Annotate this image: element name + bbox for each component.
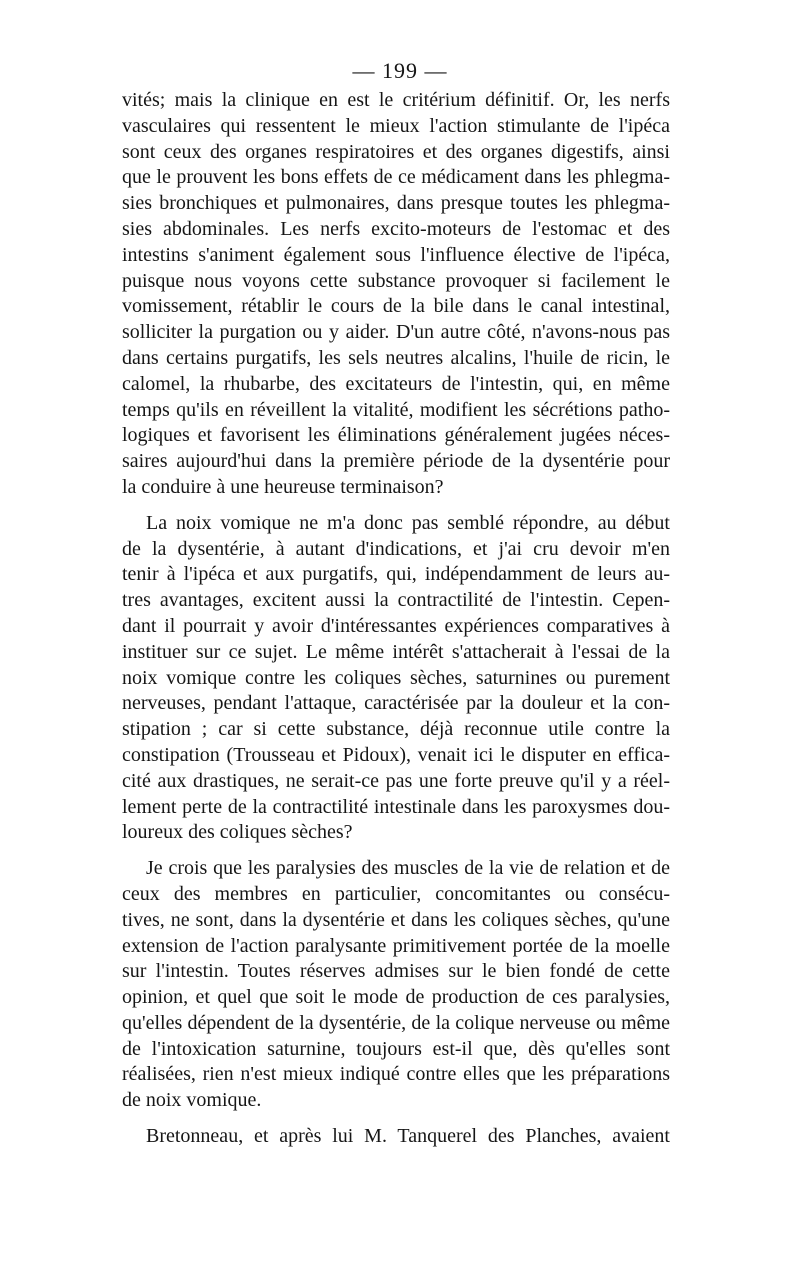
text-line: temps qu'ils en réveillent la vitalité, modifient les sécrétions patho- [122, 398, 670, 421]
text-line: la conduire à une heureuse terminaison? [122, 475, 444, 498]
text-line: vomissement, rétablir le cours de la bile dans le canal intestinal, [122, 295, 670, 318]
text-line: lement perte de la contractilité intestinale dans les paroxysmes dou- [122, 795, 670, 818]
text-line: sur l'intestin. Toutes réserves admises sur le bien fondé de cette [122, 960, 670, 983]
text-line: logiques et favorisent les éliminations généralement jugées néces- [122, 424, 670, 447]
text-line: Je crois que les paralysies des muscles de la vie de relation et de [146, 857, 670, 880]
paragraph-gap [122, 501, 670, 511]
text-line: opinion, et quel que soit le mode de production de ces paralysies, [122, 986, 670, 1009]
text-line: que le prouvent les bons effets de ce médicament dans les phlegma- [122, 166, 670, 189]
text-line: Bretonneau, et après lui M. Tanquerel des Planches, avaient [146, 1125, 670, 1148]
text-line: de l'intoxication saturnine, toujours est-il que, dès qu'elles sont [122, 1037, 670, 1060]
text-line: dant il pourrait y avoir d'intéressantes expériences comparatives à [122, 614, 670, 637]
text-line: sies bronchiques et pulmonaires, dans presque toutes les phlegma- [122, 192, 670, 215]
text-line: réalisées, rien n'est mieux indiqué contre elles que les préparations [122, 1063, 670, 1086]
text-line: loureux des coliques sèches? [122, 821, 353, 844]
text-line: instituer sur ce sujet. Le même intérêt s'attacherait à l'essai de la [122, 640, 670, 663]
text-line: solliciter la purgation ou y aider. D'un autre côté, n'avons-nous pas [122, 321, 670, 344]
text-line: de noix vomique. [122, 1089, 262, 1112]
text-line: stipation ; car si cette substance, déjà reconnue utile contre la [122, 718, 670, 741]
text-line: saires aujourd'hui dans la première période de la dysentérie pour [122, 450, 670, 473]
text-line: qu'elles dépendent de la dysentérie, de la colique nerveuse ou même [122, 1011, 670, 1034]
text-line: vasculaires qui ressentent le mieux l'action stimulante de l'ipéca [122, 114, 670, 137]
text-line: noix vomique contre les coliques sèches, saturnines ou purement [122, 666, 670, 689]
text-line: extension de l'action paralysante primitivement portée de la moelle [122, 934, 670, 957]
text-line: intestins s'animent également sous l'influence élective de l'ipéca, [122, 243, 670, 266]
text-line: tres avantages, excitent aussi la contractilité de l'intestin. Cepen- [122, 589, 670, 612]
text-line: vités; mais la clinique en est le critérium définitif. Or, les nerfs [122, 89, 670, 111]
text-line: sont ceux des organes respiratoires et des organes digestifs, ainsi [122, 140, 670, 163]
paragraph-gap [122, 1114, 670, 1124]
text-line: de la dysentérie, à autant d'indications, et j'ai cru devoir m'en [122, 537, 670, 560]
text-line: dans certains purgatifs, les sels neutres alcalins, l'huile de ricin, le [122, 346, 670, 369]
text-line: ceux des membres en particulier, concomitantes ou consécu- [122, 882, 670, 905]
text-line: nerveuses, pendant l'attaque, caractérisée par la douleur et la con- [122, 692, 670, 715]
paragraph-gap [122, 846, 670, 856]
paragraph-2 [122, 511, 670, 846]
text-line: puisque nous voyons cette substance provoquer si facilement le [122, 269, 670, 292]
paragraph-3 [122, 856, 670, 1114]
page-number: — 199 — [352, 58, 448, 83]
text-line: constipation (Trousseau et Pidoux), venait ici le disputer en effica- [122, 743, 670, 766]
paragraph-1 [122, 88, 670, 501]
text-line: La noix vomique ne m'a donc pas semblé répondre, au début [146, 511, 670, 534]
text-line: sies abdominales. Les nerfs excito-moteurs de l'estomac et des [122, 217, 670, 240]
body-text [122, 88, 670, 1150]
text-line: tenir à l'ipéca et aux purgatifs, qui, indépendamment de leurs au- [122, 563, 670, 586]
paragraph-4 [122, 1124, 670, 1150]
text-line: cité aux drastiques, ne serait-ce pas une forte preuve qu'il y a réel- [122, 769, 670, 792]
text-line: calomel, la rhubarbe, des excitateurs de l'intestin, qui, en même [122, 372, 670, 395]
text-line: tives, ne sont, dans la dysentérie et dans les coliques sèches, qu'une [122, 908, 670, 931]
